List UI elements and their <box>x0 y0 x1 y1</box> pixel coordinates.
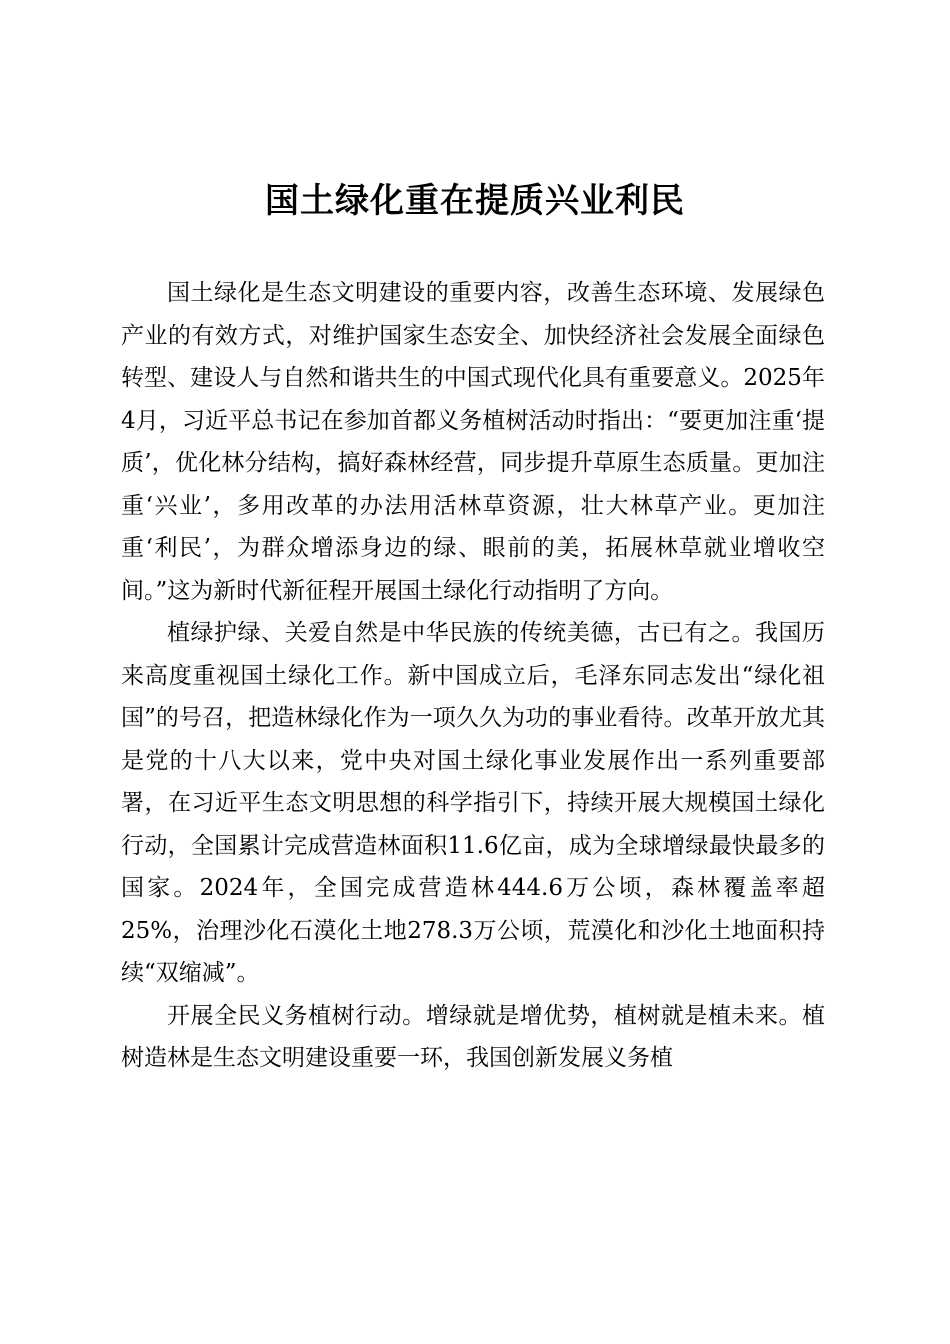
document-title: 国土绿化重在提质兴业利民 <box>265 181 685 221</box>
paragraph-2: 植绿护绿、关爱自然是中华民族的传统美德，古已有之。我国历来高度重视国土绿化工作。新中国成立后，毛泽东同志发出“绿化祖国”的号召，把造林绿化作为一项久久为功的事业看待。改革开放尤其是党的十八大以来，党中央对国土绿化事业发展作出一系列重要部署，在习近平生态文明思想的科学指引下，持续开展大规模国土绿化行动，全国累计完成营造林面积11.6亿亩，成为全球增绿最快最多的国家。2024年，全国完成营造林444.6万公顷，森林覆盖率超25%，治理沙化石漠化土地278.3万公顷，荒漠化和沙化土地面积持续“双缩减”。 <box>121 620 825 986</box>
document-body <box>121 272 825 1080</box>
paragraph-3: 开展全民义务植树行动。增绿就是增优势，植树就是植未来。植树造林是生态文明建设重要一环，我国创新发展义务植 <box>121 1002 825 1071</box>
paragraph-1: 国土绿化是生态文明建设的重要内容，改善生态环境、发展绿色产业的有效方式，对维护国家生态安全、加快经济社会发展全面绿色转型、建设人与自然和谐共生的中国式现代化具有重要意义。2025年4月，习近平总书记在参加首都义务植树活动时指出：“要更加注重‘提质’，优化林分结构，搞好森林经营，同步提升草原生态质量。更加注重‘兴业’，多用改革的办法用活林草资源，壮大林草产业。更加注重‘利民’，为群众增添身边的绿、眼前的美，拓展林草就业增收空间。”这为新时代新征程开展国土绿化行动指明了方向。 <box>121 280 825 604</box>
